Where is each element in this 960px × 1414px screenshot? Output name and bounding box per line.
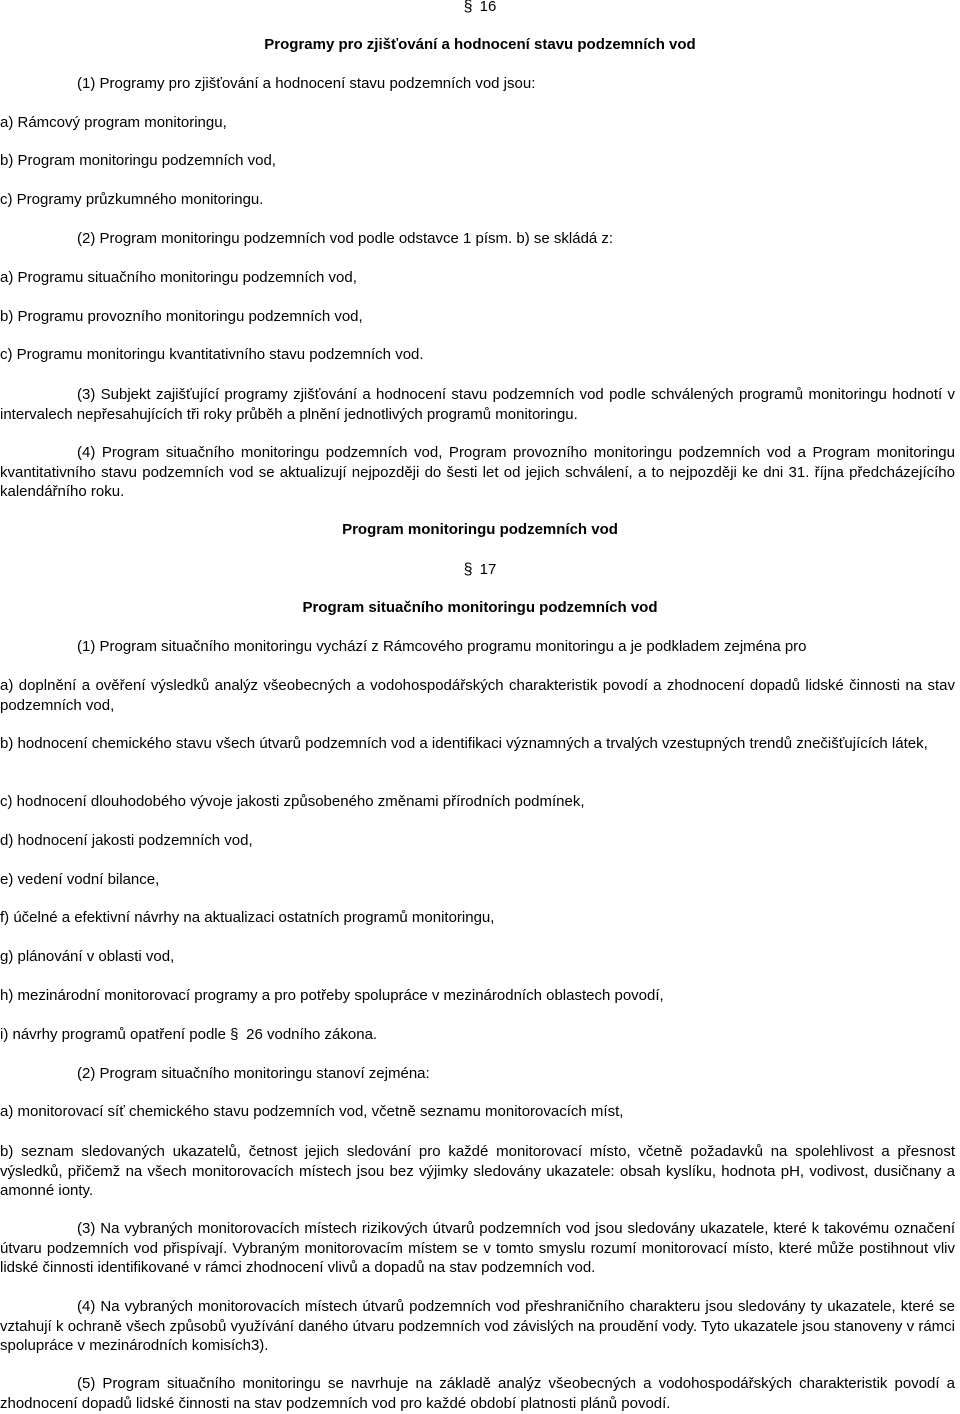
sec16-p2-intro: (2) Program monitoringu podzemních vod podle odstavce 1 písm. b) se skládá z: [77,230,614,247]
sec17-p2-item-b: b) seznam sledovaných ukazatelů, četnost jejich sledování pro každé monitorovací místo, včetně požadavků na spolehlivost a přesnost výsledků, přičemž na všech monitorovacích místech jsou bez výjimky sledovány ukazatele: obsah kyslíku, hodnota pH, vodivost, dusičnany a amonné ionty. [0,1143,955,1199]
sec16-p2-item-c: c) Programu monitoringu kvantitativního stavu podzemních vod. [0,346,424,363]
section-17-number [0,560,960,580]
section-16-number [0,0,960,17]
sec17-p1-item-g: g) plánování v oblasti vod, [0,948,175,965]
sec17-p1-item-i [0,1025,377,1045]
sec16-p2-item-b: b) Programu provozního monitoringu podzemních vod, [0,308,363,325]
item-i-text-before: i) návrhy programů opatření podle [0,1026,226,1043]
sec16-p2-item-a: a) Programu situačního monitoringu podzemních vod, [0,269,357,286]
sec17-p1-item-h: h) mezinárodní monitorovací programy a pro potřeby spolupráce v mezinárodních oblastech povodí, [0,987,664,1004]
sec17-p2-item-a: a) monitorovací síť chemického stavu podzemních vod, včetně seznamu monitorovacích míst, [0,1103,624,1120]
sec16-p3: (3) Subjekt zajišťující programy zjišťování a hodnocení stavu podzemních vod podle schválených programů monitoringu hodnotí v intervalech nepřesahujících tři roky průběh a plnění jednotlivých programů monitoringu. [0,386,955,423]
section-sign: § 16 [464,0,497,17]
sec17-p1-item-e: e) vedení vodní bilance, [0,871,160,888]
sec16-p1-item-c: c) Programy průzkumného monitoringu. [0,191,264,208]
sec17-p5: (5) Program situačního monitoringu se navrhuje na základě analýz všeobecných a vodohospodářských charakteristik povodí a zhodnocení dopadů lidské činnosti na stav podzemních vod pro každé období platnosti plánů povodí. [0,1375,955,1412]
sec17-p1-intro: (1) Program situačního monitoringu vychází z Rámcového programu monitoringu a je podkladem zejména pro [77,638,807,655]
sec16-p1-intro: (1) Programy pro zjišťování a hodnocení stavu podzemních vod jsou: [77,75,536,92]
sec17-p1-item-c: c) hodnocení dlouhodobého vývoje jakosti způsobeného změnami přírodních podmínek, [0,793,585,810]
sec17-p1-item-b: b) hodnocení chemického stavu všech útvarů podzemních vod a identifikaci významných a trvalých vzestupných trendů znečišťujících látek, [0,735,928,752]
sec17-p1-item-a: a) doplnění a ověření výsledků analýz všeobecných a vodohospodářských charakteristik povodí a zhodnocení dopadů lidské činnosti na stav podzemních vod, [0,677,955,714]
sec17-p3: (3) Na vybraných monitorovacích místech rizikových útvarů podzemních vod jsou sledovány ukazatele, které k takovému označení útvaru podzemních vod přispívají. Vybraným monitorovacím místem se v tomto smyslu rozumí monitorovací místo, které může postihnout vliv lidské činnosti identifikované v rámci zhodnocení vlivů a dopadů na stav podzemních vod. [0,1220,955,1276]
sec16-p1-item-b: b) Program monitoringu podzemních vod, [0,152,276,169]
sec17-p1-item-f: f) účelné a efektivní návrhy na aktualizaci ostatních programů monitoringu, [0,909,495,926]
section-16-title: Programy pro zjišťování a hodnocení stavu podzemních vod [264,36,696,53]
sec16-p1-item-a: a) Rámcový program monitoringu, [0,114,227,131]
sec17-p4: (4) Na vybraných monitorovacích místech útvarů podzemních vod přeshraničního charakteru jsou sledovány ty ukazatele, které se vztahují k ochraně všech způsobů využívání daného útvaru podzemních vod závislých na proudění vody. Tyto ukazatele jsou stanoveny v rámci spolupráce v mezinárodních komisích3). [0,1298,955,1354]
sec16-p4: (4) Program situačního monitoringu podzemních vod, Program provozního monitoringu podzemních vod a Program monitoringu kvantitativního stavu podzemních vod se aktualizují nejpozději do šesti let od jejich schválení, a to nejpozději ke dni 31. října předcházejícího kalendářního roku. [0,444,955,500]
sec17-p2-intro: (2) Program situačního monitoringu stanoví zejména: [77,1065,430,1082]
part-heading: Program monitoringu podzemních vod [342,521,618,538]
section-17-title: Program situačního monitoringu podzemních vod [302,599,658,616]
sec17-p1-item-d: d) hodnocení jakosti podzemních vod, [0,832,253,849]
section-reference: § 26 [230,1025,263,1045]
section-sign: § 17 [464,560,497,580]
item-i-text-after: vodního zákona. [267,1026,378,1043]
